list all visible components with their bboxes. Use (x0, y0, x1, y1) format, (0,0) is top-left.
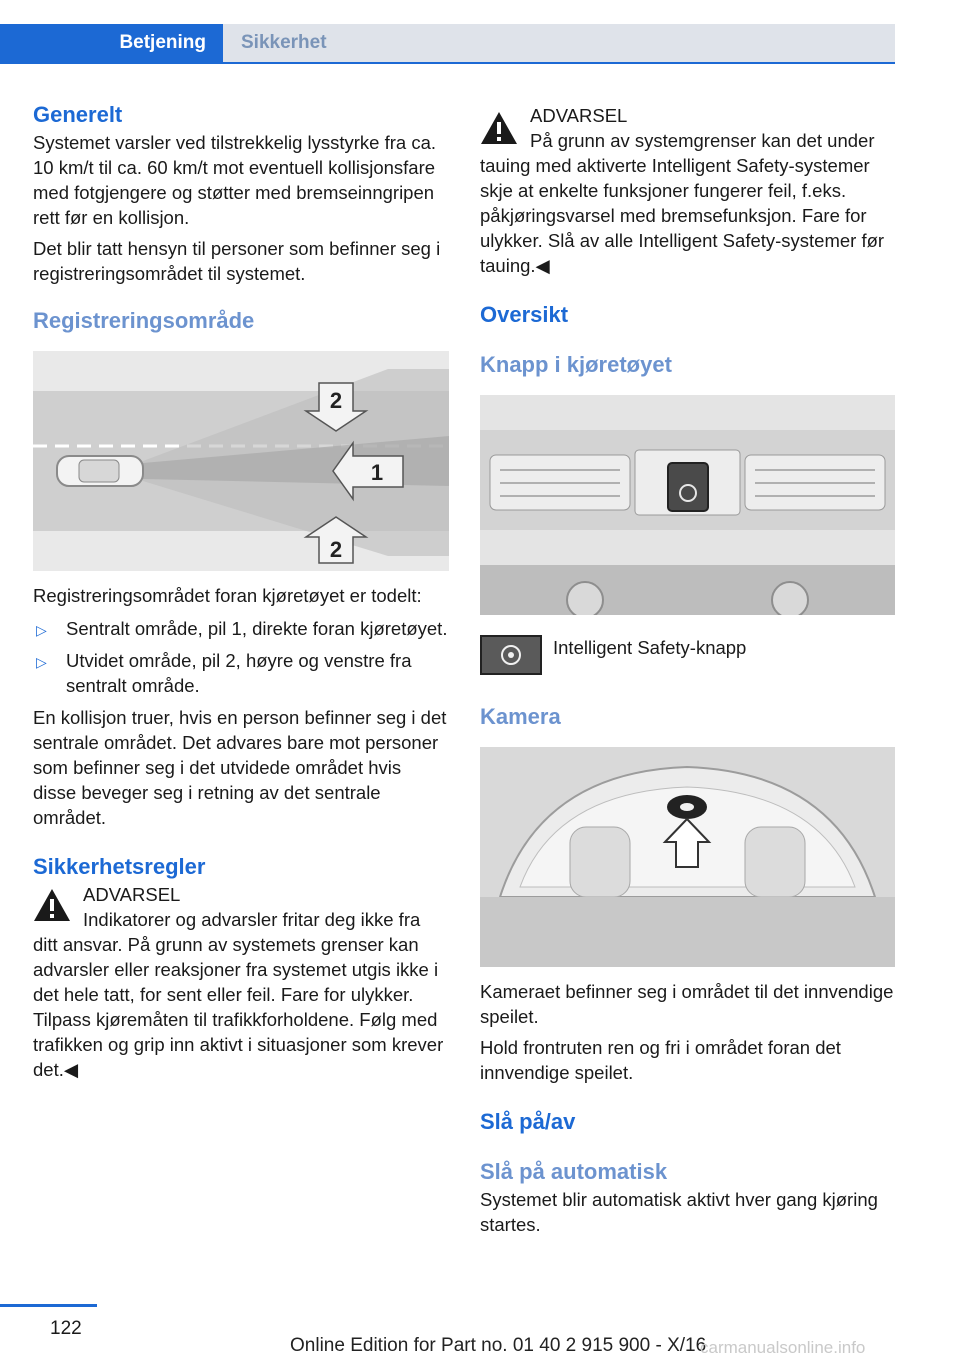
paragraph-generelt-2: Det blir tatt hensyn til personer som befinner seg i registreringsområdet til systemet. (33, 238, 441, 284)
paragraph-reg-2: En kollisjon truer, hvis en person befinner seg i det sentrale området. Det advares bare mot personer som befinner seg i det utvidede området hvis disse beveger seg i retning av det sentrale området. (33, 707, 447, 828)
arrow-label-2-top: 2 (329, 388, 343, 413)
bullet-list (33, 616, 449, 698)
edition-footer: Online Edition for Part no. 01 40 2 915 900 - X/16 (290, 1335, 707, 1356)
camera-figure (480, 747, 895, 967)
warning-body: Indikatorer og advarsler fritar deg ikke fra ditt ansvar. På grunn av systemets grenser kan advarsler eller reaksjoner fra systemet utgis ikke i det hele tatt, for sent eller feil. Fare for ulykker. Tilpass kjøremåten til trafikkforholdene. Følg med trafikken og grip inn aktivt i situasjoner som krever det.◀ (33, 909, 444, 1080)
tab-sikkerhet[interactable]: Sikkerhet (223, 24, 895, 62)
paragraph-sla-auto: Systemet blir automatisk aktivt hver gang kjøring startes. (480, 1189, 878, 1235)
heading-knapp: Knapp i kjøretøyet (480, 352, 672, 377)
paragraph-generelt-1: Systemet varsler ved tilstrekkelig lysstyrke fra ca. 10 km/t til ca. 60 km/t mot eventuell kollisjonsfare med fotgjengere og støtter med bremseinngripen rett før en kollisjon. (33, 132, 436, 228)
intelligent-safety-button-icon (480, 635, 542, 675)
warning-body: På grunn av systemgrenser kan det under tauing med aktiverte Intelligent Safety-systemer skje at enkelte funksjoner fungerer feil, f.eks. påkjøringsvarsel med bremsefunksjon. Fare for ulykker. Slå av alle Intelligent Safety-systemer før tauing.◀ (480, 130, 885, 276)
detection-area-diagram (33, 351, 449, 571)
heading-kamera: Kamera (480, 704, 561, 729)
warning-triangle-icon (480, 111, 518, 145)
tab-betjening[interactable]: Betjening (0, 24, 223, 62)
paragraph-kamera-1: Kameraet befinner seg i området til det innvendige speilet. (480, 981, 894, 1027)
chapter-header (0, 24, 895, 64)
warning-triangle-icon (33, 888, 71, 922)
left-column (33, 100, 449, 1082)
heading-oversikt: Oversikt (480, 302, 569, 327)
windshield-camera-illustration (480, 747, 895, 967)
heading-sikkerhetsregler: Sikkerhetsregler (33, 854, 206, 879)
heading-generelt: Generelt (33, 102, 123, 127)
arrow-label-2-bottom: 2 (329, 537, 343, 562)
arrow-label-1: 1 (370, 460, 384, 485)
warning-title: ADVARSEL (530, 105, 628, 126)
button-caption-row (480, 635, 896, 680)
triangle-bullet-icon: ▷ (36, 654, 47, 670)
heading-sla-pa-av: Slå på/av (480, 1109, 576, 1134)
heading-sla-pa-automatisk: Slå på automatisk (480, 1159, 668, 1184)
warning-title: ADVARSEL (83, 884, 181, 905)
list-item: ▷ Utvidet område, pil 2, høyre og venstre fra sentralt område. (36, 650, 412, 696)
page-number-rule (0, 1304, 97, 1307)
paragraph-kamera-2: Hold frontruten ren og fri i området foran det innvendige speilet. (480, 1037, 841, 1083)
vehicle-button-figure (480, 395, 895, 615)
warning-block-left (33, 882, 449, 1082)
dashboard-vents-illustration (480, 395, 895, 615)
watermark: carmanualsonline.info (700, 1338, 866, 1357)
detection-area-figure (33, 351, 449, 571)
warning-block-right (480, 103, 896, 278)
list-item: ▷ Sentralt område, pil 1, direkte foran kjøretøyet. (33, 616, 449, 641)
page-number: 122 (50, 1318, 82, 1339)
paragraph-reg-1: Registreringsområdet foran kjøretøyet er todelt: (33, 585, 422, 606)
button-caption: Intelligent Safety-knapp (553, 637, 747, 658)
heading-registreringsomrade: Registreringsområde (33, 308, 255, 333)
right-column (480, 103, 896, 1237)
triangle-bullet-icon: ▷ (36, 622, 47, 638)
